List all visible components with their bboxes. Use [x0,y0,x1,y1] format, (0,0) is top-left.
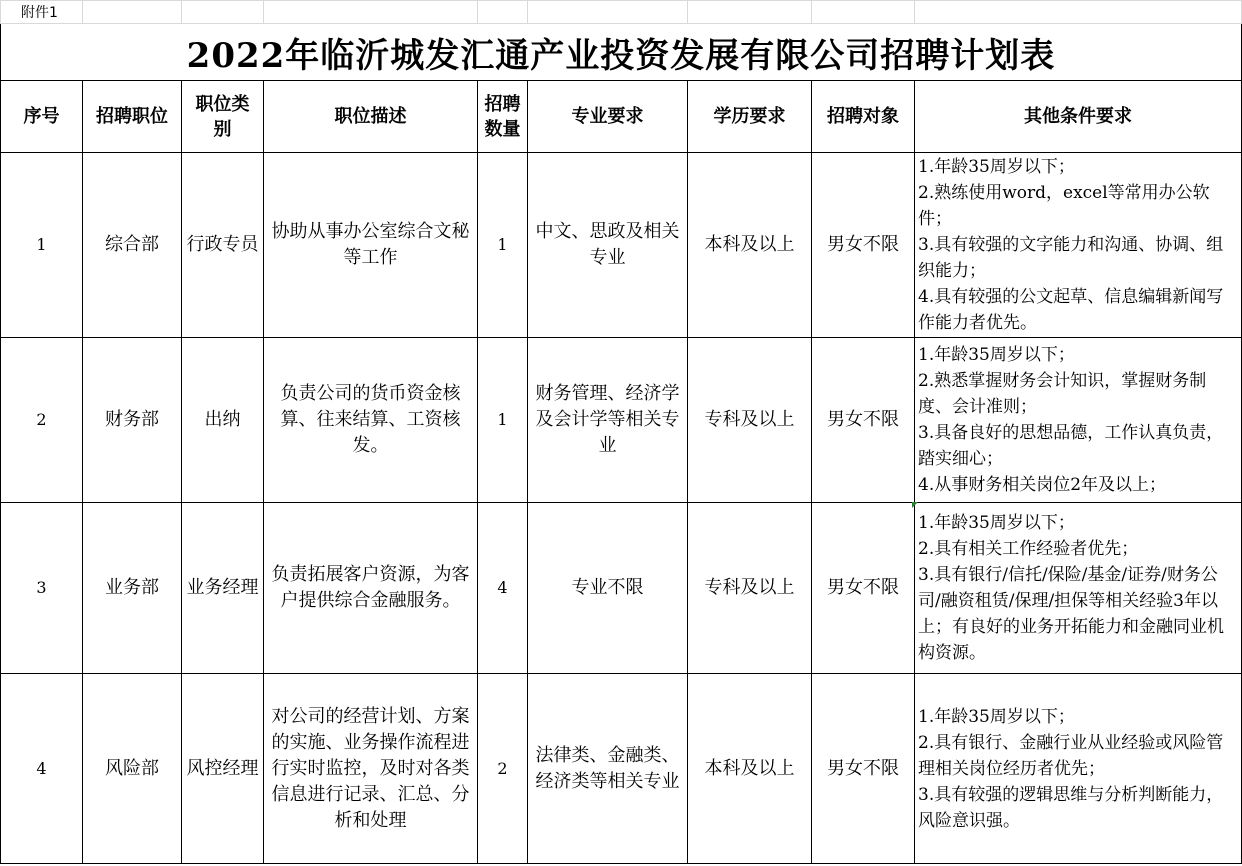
header-count-line1: 招聘 [484,93,521,115]
annex-row [1,1,1242,24]
cell-target[interactable]: 男女不限 [812,503,915,674]
requirement-line: 3.具备良好的思想品德，工作认真负责，踏实细心； [918,423,1224,469]
header-position[interactable]: 招聘职位 [83,81,182,153]
empty-cell[interactable] [528,1,688,24]
requirement-line: 4.具有较强的公文起草、信息编辑新闻写作能力者优先。 [918,287,1224,333]
cell-department[interactable]: 综合部 [83,153,182,338]
cell-count[interactable]: 1 [478,153,528,338]
cell-description[interactable]: 负责公司的货币资金核算、往来结算、工资核发。 [264,338,478,503]
requirement-line: 2.熟练使用word，excel等常用办公软件； [918,183,1210,229]
requirement-line: 1.年龄35周岁以下； [918,706,1075,727]
cell-education[interactable]: 专科及以上 [688,503,812,674]
requirement-line: 1.年龄35周岁以下； [918,157,1075,177]
cell-comment-indicator [912,502,918,508]
title-row [1,24,1242,81]
cell-major[interactable]: 中文、思政及相关专业 [528,153,688,338]
empty-cell[interactable] [478,1,528,24]
cell-category[interactable]: 行政专员 [182,153,264,338]
table-row [1,338,1242,503]
cell-target[interactable]: 男女不限 [812,674,915,864]
cell-other-requirements[interactable] [915,153,1242,338]
requirement-line: 1.年龄35周岁以下； [918,513,1075,533]
header-count-line2: 数量 [484,118,521,140]
cell-count[interactable]: 4 [478,503,528,674]
empty-cell[interactable] [83,1,182,24]
cell-major[interactable]: 法律类、金融类、经济类等相关专业 [528,674,688,864]
cell-description[interactable]: 对公司的经营计划、方案的实施、业务操作流程进行实时监控，及时对各类信息进行记录、汇总、分析和处理 [264,674,478,864]
empty-cell[interactable] [688,1,812,24]
cell-department[interactable]: 业务部 [83,503,182,674]
header-education[interactable]: 学历要求 [688,81,812,153]
header-seq[interactable]: 序号 [1,81,83,153]
empty-cell[interactable] [264,1,478,24]
requirement-line: 3.具有较强的文字能力和沟通、协调、组织能力； [918,235,1224,281]
header-row [1,81,1242,153]
cell-description[interactable]: 协助从事办公室综合文秘等工作 [264,153,478,338]
empty-cell[interactable] [915,1,1242,24]
requirement-line: 3.具有银行/信托/保险/基金/证券/财务公司/融资租赁/保理/担保等相关经验3年以上；有良好的业务开拓能力和金融同业机构资源。 [918,565,1224,663]
table-row [1,503,1242,674]
cell-target[interactable]: 男女不限 [812,338,915,503]
requirement-line: 2.熟悉掌握财务会计知识，掌握财务制度、会计准则； [918,371,1207,417]
cell-major[interactable]: 财务管理、经济学及会计学等相关专业 [528,338,688,503]
header-major[interactable]: 专业要求 [528,81,688,153]
cell-seq[interactable]: 3 [1,503,83,674]
cell-education[interactable]: 本科及以上 [688,153,812,338]
table-title[interactable]: 2022年临沂城发汇通产业投资发展有限公司招聘计划表 [1,24,1242,81]
cell-education[interactable]: 本科及以上 [688,674,812,864]
cell-category[interactable]: 业务经理 [182,503,264,674]
table-row [1,674,1242,864]
cell-seq[interactable]: 1 [1,153,83,338]
cell-category[interactable]: 风控经理 [182,674,264,864]
header-category-line1: 职位类 [195,93,250,115]
cell-department[interactable]: 财务部 [83,338,182,503]
requirement-line: 2.具有相关工作经验者优先； [918,539,1139,559]
requirement-line: 4.从事财务相关岗位2年及以上； [918,475,1167,495]
cell-department[interactable]: 风险部 [83,674,182,864]
requirement-line: 3.具有较强的逻辑思维与分析判断能力，风险意识强。 [918,784,1224,831]
header-other[interactable]: 其他条件要求 [915,81,1242,153]
header-description[interactable]: 职位描述 [264,81,478,153]
empty-cell[interactable] [812,1,915,24]
table-row [1,153,1242,338]
cell-seq[interactable]: 2 [1,338,83,503]
requirement-line: 1.年龄35周岁以下； [918,345,1075,365]
cell-target[interactable]: 男女不限 [812,153,915,338]
cell-education[interactable]: 专科及以上 [688,338,812,503]
annex-label[interactable]: 附件1 [1,1,83,24]
cell-count[interactable]: 2 [478,674,528,864]
cell-other-requirements[interactable] [915,338,1242,503]
cell-major[interactable]: 专业不限 [528,503,688,674]
header-count[interactable] [478,81,528,153]
cell-seq[interactable]: 4 [1,674,83,864]
header-category[interactable] [182,81,264,153]
cell-other-requirements[interactable] [915,503,1242,674]
cell-description[interactable]: 负责拓展客户资源，为客户提供综合金融服务。 [264,503,478,674]
cell-category[interactable]: 出纳 [182,338,264,503]
header-category-line2: 别 [213,118,232,140]
cell-other-requirements[interactable] [915,674,1242,864]
cell-count[interactable]: 1 [478,338,528,503]
header-target[interactable]: 招聘对象 [812,81,915,153]
empty-cell[interactable] [182,1,264,24]
requirement-line: 2.具有银行、金融行业从业经验或风险管理相关岗位经历者优先； [918,732,1224,779]
